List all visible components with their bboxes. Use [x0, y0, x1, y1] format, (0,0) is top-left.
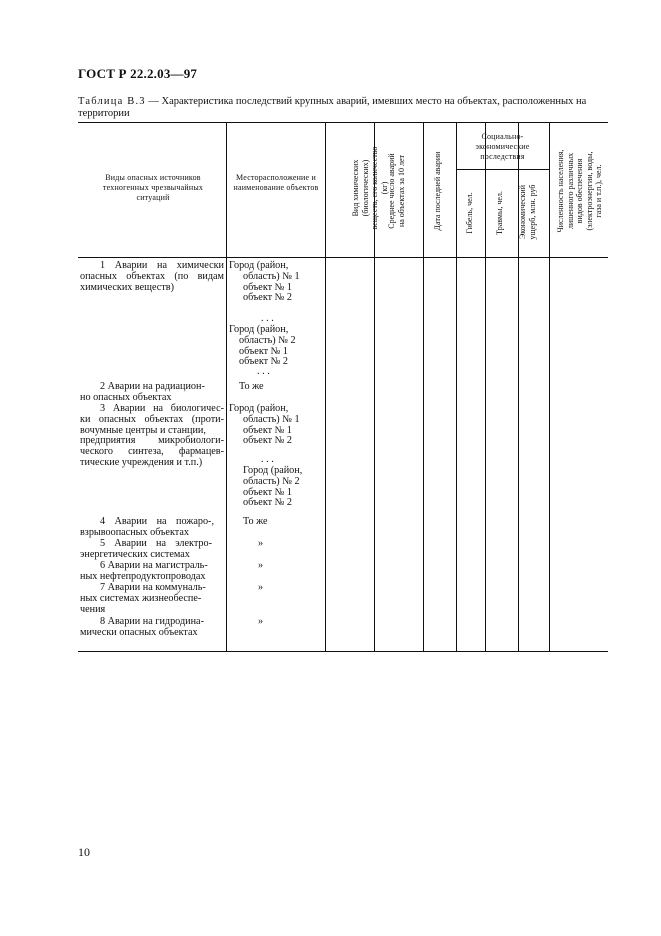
table-row-power-systems: 5 Аварии на электро- энергетических системах	[80, 538, 212, 560]
col-header-location: Месторасположение и наименование объектов	[233, 173, 319, 192]
location-ditto-hydrodynamic: »	[258, 616, 264, 627]
col-header-population: Численность населения, лишенного различных видов обеспечения (электроэнергии, воды, газа и т.п.), чел.	[556, 149, 604, 233]
table-caption	[78, 96, 618, 120]
col-header-deaths: Гибель, чел.	[465, 192, 474, 234]
table-row-chemical: 1 Аварии на химически опасных объектах (по видам химических веществ)	[80, 260, 224, 293]
consequences-table	[78, 122, 608, 652]
col-header-chemicals: Вид химических (биологических) веществ, его количество (кг)	[351, 146, 389, 230]
col-header-source-types: Виды опасных источников техногенных чрезвычайных ситуаций	[102, 173, 204, 202]
location-list-chemical: Город (район, область) № 1 объект № 1 объект № 2 . . . Город (район, область) № 2 объект № 1 объект № 2 . . .	[229, 260, 300, 378]
table-row-radiation: 2 Аварии на радиацион- но опасных объектах	[80, 381, 205, 403]
table-row-utilities: 7 Аварии на коммуналь- ных системах жизнеобеспе- чения	[80, 582, 206, 615]
page-number: 10	[78, 845, 90, 859]
col-header-last-date: Дата последней аварии	[433, 151, 442, 231]
location-ditto-power: »	[258, 538, 264, 549]
table-row-fire-explosion: 4 Аварии на пожаро-, взрывоопасных объектах	[80, 516, 214, 538]
col-header-injuries: Травмы, чел.	[495, 191, 504, 235]
location-ditto-utilities: »	[258, 582, 264, 593]
table-label: Таблица В.3	[78, 96, 146, 107]
table-title: — Характеристика последствий крупных аварий, имевших место на объектах, расположенных на территории	[78, 96, 587, 119]
location-same-fire: То же	[243, 516, 268, 527]
col-header-economic: Экономический ущерб, млн. руб	[518, 184, 537, 240]
location-same-radiation: То же	[239, 381, 264, 392]
table-row-hydrodynamic: 8 Аварии на гидродина- мически опасных объектах	[80, 616, 204, 638]
location-ditto-pipelines: »	[258, 560, 264, 571]
table-row-biological: 3 Аварии на биологичес- ки опасных объектах (проти- вочумные центры и станции, предприятия микробиологи- ческого синтеза, фармацев- тические учреждения и т.п.)	[80, 403, 224, 468]
col-header-socio-economic: Социально-экономические последствия	[475, 132, 530, 161]
col-header-avg-accidents: Среднее число аварий на объектах за 10 лет	[387, 153, 406, 229]
location-list-biological: Город (район, область) № 1 объект № 1 объект № 2 . . . Город (район, область) № 2 объект № 1 объект № 2	[229, 403, 303, 509]
standard-header: ГОСТ Р 22.2.03—97	[78, 66, 198, 81]
table-row-pipelines: 6 Аварии на магистраль- ных нефтепродуктопроводах	[80, 560, 208, 582]
